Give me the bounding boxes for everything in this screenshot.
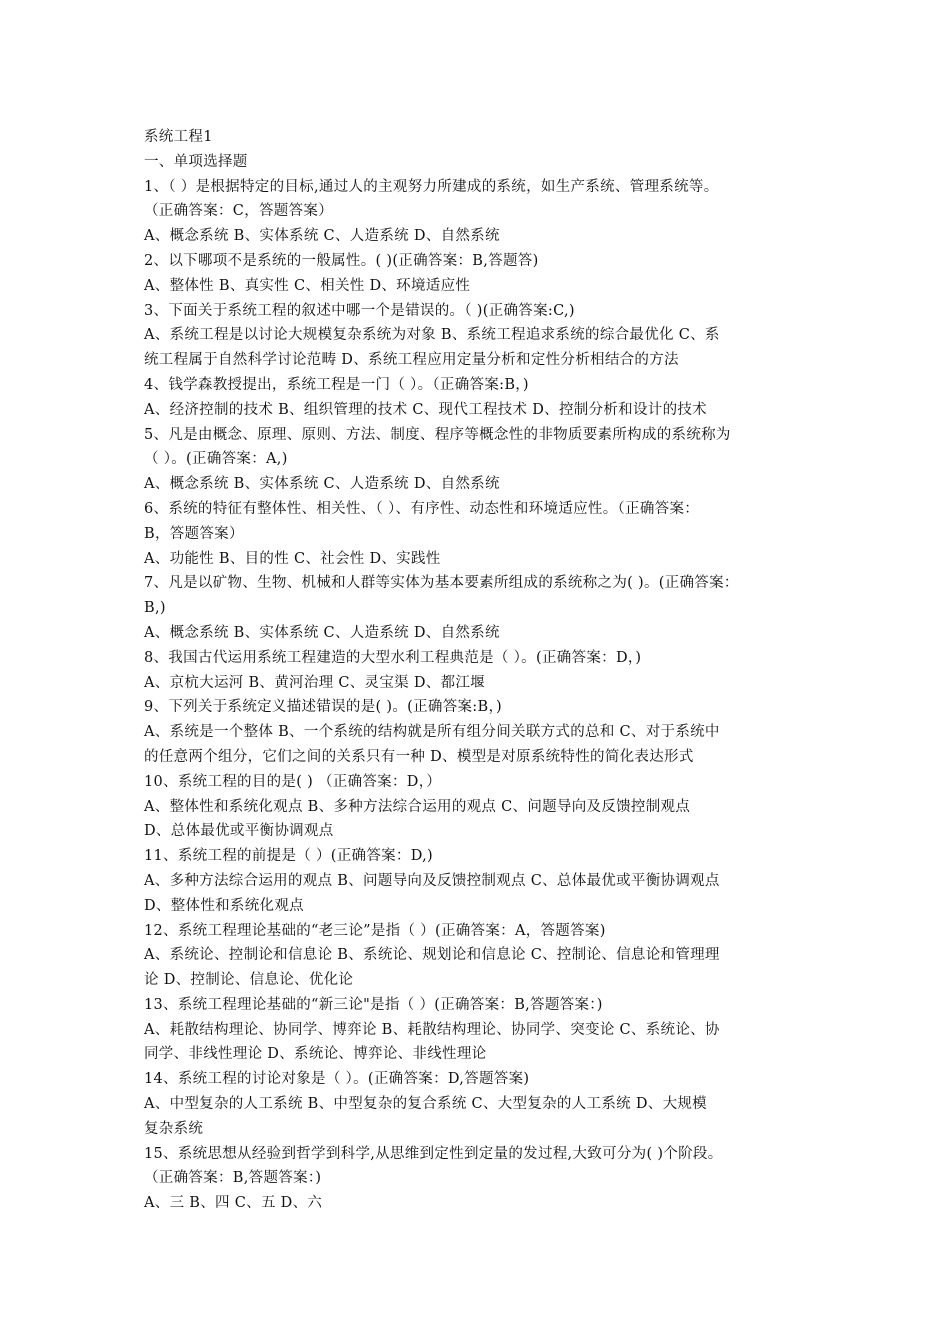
- text-line: A、整体性 B、真实性 C、相关性 D、环境适应性: [144, 277, 471, 294]
- section-heading: 一、单项选择题: [144, 153, 248, 170]
- text-line: 论 D、控制论、信息论、优化论: [144, 972, 354, 989]
- text-line: 7、凡是以矿物、生物、机械和人群等实体为基本要素所组成的系统称之为( )。(正确答案：: [144, 575, 739, 592]
- text-line: 1、（ ）是根据特定的目标,通过人的主观努力所建成的系统，如生产系统、管理系统等。: [144, 178, 719, 195]
- document-title: 系统工程1: [144, 129, 213, 145]
- text-line: 3、下面关于系统工程的叙述中哪一个是错误的。（ )(正确答案:C,): [144, 302, 575, 319]
- text-line: B，答题答案）: [144, 525, 244, 542]
- text-line: 8、我国古代运用系统工程建造的大型水利工程典范是（ ）。(正确答案：D，): [144, 649, 642, 666]
- text-line: 4、钱学森教授提出，系统工程是一门（ ）。（正确答案:B，): [144, 376, 529, 393]
- text-line: （正确答案：C，答题答案）: [144, 203, 333, 220]
- text-line: 6、系统的特征有整体性、相关性、（ ）、有序性、动态性和环境适应性。（正确答案：: [144, 500, 700, 517]
- text-line: A、整体性和系统化观点 B、多种方法综合运用的观点 C、问题导向及反馈控制观点: [144, 798, 691, 815]
- text-line: A、概念系统 B、实体系统 C、人造系统 D、自然系统: [144, 624, 500, 641]
- text-line: 复杂系统: [144, 1120, 204, 1137]
- text-line: A、经济控制的技术 B、组织管理的技术 C、现代工程技术 D、控制分析和设计的技术: [144, 401, 707, 418]
- text-line: 2、以下哪项不是系统的一般属性。( )(正确答案：B,答题答): [144, 252, 539, 269]
- text-line: 14、系统工程的讨论对象是（ ）。(正确答案：D,答题答案): [144, 1071, 530, 1088]
- text-line: A、系统论、控制论和信息论 B、系统论、规划论和信息论 C、控制论、信息论和管理理: [144, 947, 720, 964]
- text-line: A、概念系统 B、实体系统 C、人造系统 D、自然系统: [144, 228, 500, 245]
- text-line: A、中型复杂的人工系统 B、中型复杂的复合系统 C、大型复杂的人工系统 D、大规模: [144, 1096, 707, 1113]
- text-line: 13、系统工程理论基础的“新三论"是指（ ）(正确答案：B,答题答案：): [144, 996, 603, 1013]
- text-line: （ ）。(正确答案：A,): [144, 451, 288, 468]
- text-line: 11、系统工程的前提是（ ）(正确答案：D,): [144, 848, 433, 865]
- question-list: [144, 175, 824, 1216]
- text-line: A、多种方法综合运用的观点 B、问题导向及反馈控制观点 C、总体最优或平衡协调观点: [144, 872, 720, 889]
- text-line: D、总体最优或平衡协调观点: [144, 823, 334, 840]
- text-line: 12、系统工程理论基础的“老三论”是指（ ）(正确答案：A，答题答案): [144, 922, 606, 939]
- text-line: 统工程属于自然科学讨论范畴 D、系统工程应用定量分析和定性分析相结合的方法: [144, 352, 679, 369]
- text-line: 的任意两个组分，它们之间的关系只有一种 D、模型是对原系统特性的简化表达形式: [144, 748, 694, 765]
- text-line: 同学、非线性理论 D、系统论、博弈论、非线性理论: [144, 1046, 487, 1063]
- text-line: A、功能性 B、目的性 C、社会性 D、实践性: [144, 550, 441, 567]
- text-line: 15、系统思想从经验到哲学到科学,从思维到定性到定量的发过程,大致可分为( )个阶段。: [144, 1145, 723, 1162]
- text-line: （正确答案：B,答题答案：): [144, 1170, 322, 1187]
- text-line: 5、凡是由概念、原理、原则、方法、制度、程序等概念性的非物质要素所构成的系统称为: [144, 426, 731, 443]
- text-line: A、系统工程是以讨论大规模复杂系统为对象 B、系统工程追求系统的综合最优化 C、系: [144, 327, 720, 344]
- text-line: A、京杭大运河 B、黄河治理 C、灵宝渠 D、都江堰: [144, 674, 485, 691]
- text-line: D、整体性和系统化观点: [144, 897, 304, 914]
- text-line: B,): [144, 600, 166, 617]
- text-line: A、耗散结构理论、协同学、博弈论 B、耗散结构理论、协同学、突变论 C、系统论、协: [144, 1021, 720, 1038]
- text-line: 10、系统工程的目的是( ) （正确答案：D，）: [144, 773, 442, 790]
- text-line: A、三 B、四 C、五 D、六: [144, 1195, 323, 1212]
- document-body: [144, 125, 824, 1216]
- text-line: 9、下列关于系统定义描述错误的是( )。(正确答案:B，): [144, 699, 502, 716]
- text-line: A、概念系统 B、实体系统 C、人造系统 D、自然系统: [144, 476, 500, 493]
- text-line: A、系统是一个整体 B、一个系统的结构就是所有组分间关联方式的总和 C、对于系统中: [144, 724, 720, 741]
